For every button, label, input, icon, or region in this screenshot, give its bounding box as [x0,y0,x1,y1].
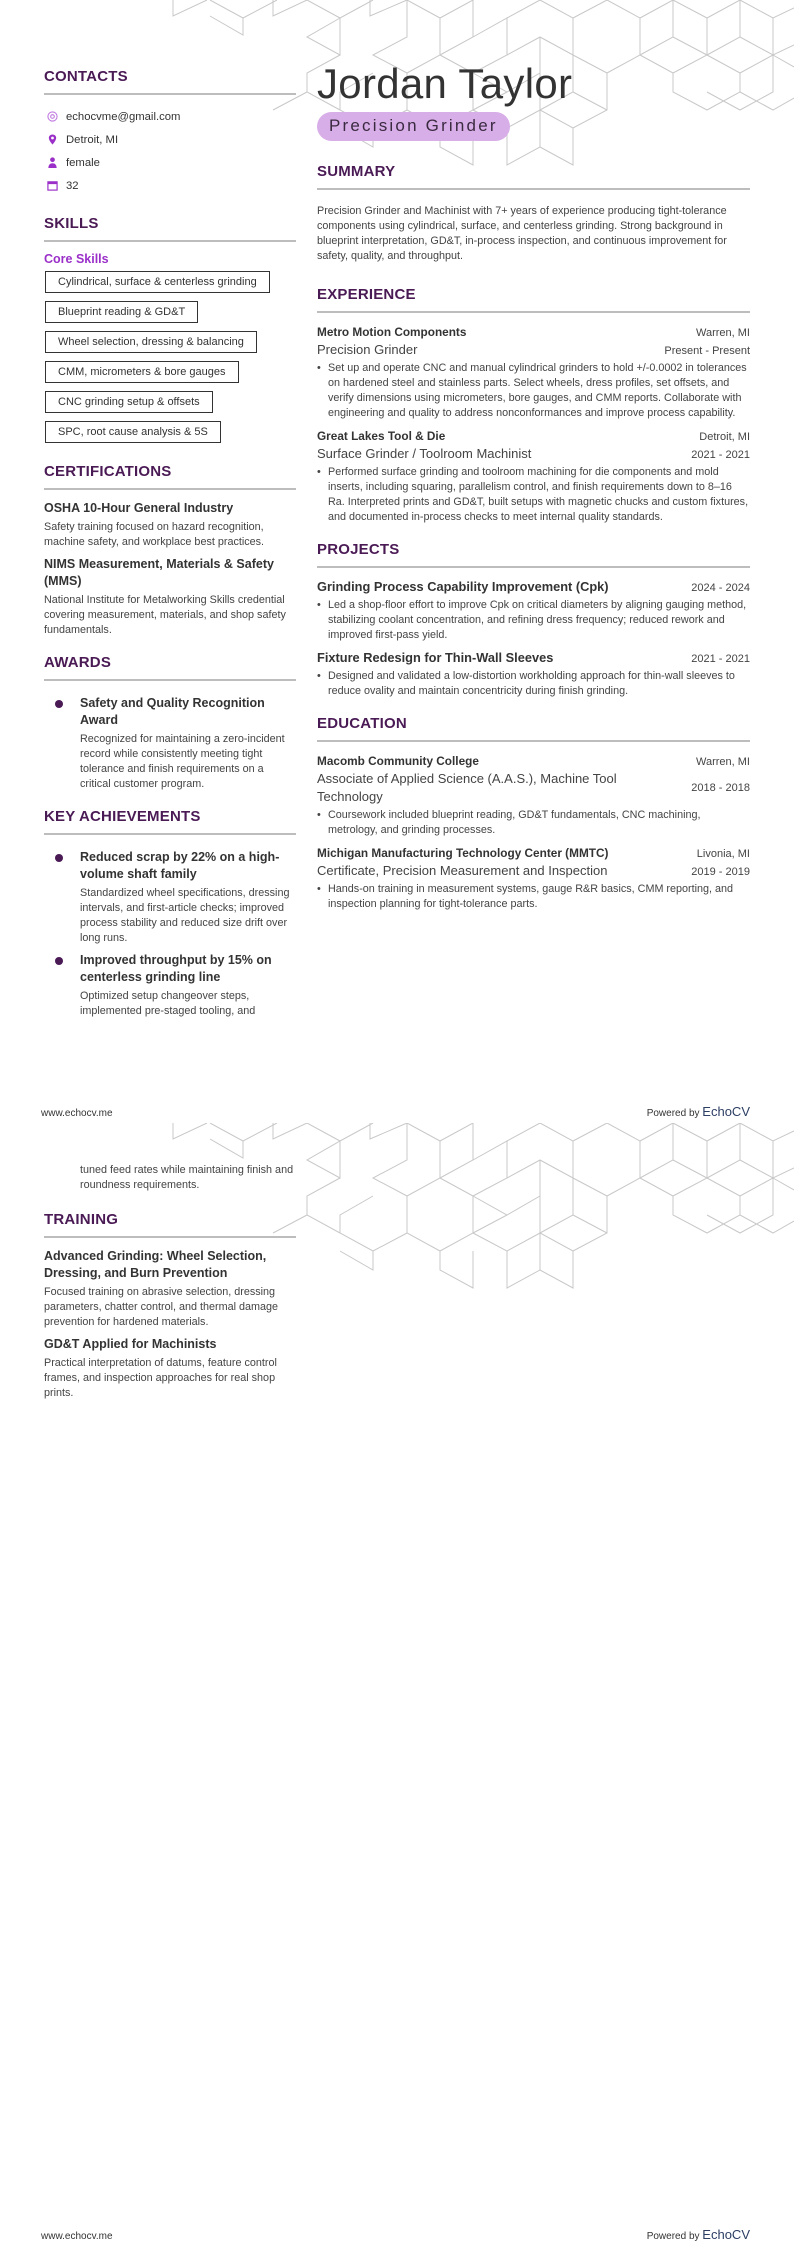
job-title: Precision Grinder [317,342,418,357]
skills-group-title: Core Skills [44,252,109,266]
contacts-section [44,68,296,197]
awards-section [44,654,296,792]
contact-gender [44,151,296,174]
achievement-desc: Standardized wheel specifications, dressing intervals, and first-article checks; improved process stability and reduced size drift over long runs. [80,887,290,944]
summary-section [317,163,750,264]
skill-tag: Wheel selection, dressing & balancing [45,331,257,353]
person-icon [46,157,58,169]
project-item [317,649,750,699]
section-title: SKILLS [44,215,296,242]
achievement-item-continued [44,1163,296,1193]
project-bullet: • Led a shop-floor effort to improve Cpk on critical diameters by aligning gauging method, stabilizing coolant concentration, and refining dress frequency; reduced rework and improved first-pass yield. [317,598,750,643]
bullet-dot-icon [55,854,63,862]
education-section [317,715,750,912]
project-item [317,578,750,643]
left-column [44,1163,296,1407]
job-title: Surface Grinder / Toolroom Machinist [317,446,532,461]
section-title: SUMMARY [317,163,750,190]
projects-section [317,541,750,699]
experience-item [317,427,750,525]
certification-item [44,500,296,550]
achievement-title: Reduced scrap by 22% on a high-volume shaft family [80,850,280,881]
education-item [317,752,750,838]
award-desc: Recognized for maintaining a zero-incident record while consistently meeting tight tolerance and finish requirements on a critical customer program. [80,733,285,790]
award-item [44,695,296,792]
achievement-item [44,849,296,946]
resume-page-2 [0,1123,794,2246]
section-title: CERTIFICATIONS [44,463,296,490]
section-title: AWARDS [44,654,296,681]
section-title: PROJECTS [317,541,750,568]
training-desc: Focused training on abrasive selection, dressing parameters, chatter control, and thermal damage prevention for hardened materials. [44,1286,279,1328]
skill-tag: SPC, root cause analysis & 5S [45,421,221,443]
summary-text: Precision Grinder and Machinist with 7+ years of experience producing tight-tolerance components using cylindrical, surface, and centerless grinding. Strong background in blueprint interpretation, GD&T, in-process inspection, and continuous improvement for safety, quality, and throughput. [317,205,727,262]
skill-tag: CMM, micrometers & bore gauges [45,361,239,383]
training-title: Advanced Grinding: Wheel Selection, Dressing, and Burn Prevention [44,1249,267,1280]
location-pin-icon [46,134,58,146]
school-name: Macomb Community College [317,754,479,768]
job-bullet: • Performed surface grinding and toolroom machining for die components and mold inserts, including squaring, parallelism control, and finish requirements down to 8–16 Ra. Interpreted prints and GD&T, built setups with magnetic chucks and custom fixtures, and documented in-process checks to meet internal quality standards. [317,465,750,525]
job-location: Warren, MI [696,327,750,339]
skill-tag: Blueprint reading & GD&T [45,301,198,323]
section-title: EXPERIENCE [317,286,750,313]
role-badge: Precision Grinder [317,112,510,141]
contact-value: female [66,156,100,169]
skill-tag: CNC grinding setup & offsets [45,391,213,413]
left-column [44,68,296,1025]
certifications-section [44,463,296,638]
bullet-dot-icon [55,957,63,965]
achievement-desc: Optimized setup changeover steps, implemented pre-staged tooling, and [80,990,256,1017]
skill-tag: Cylindrical, surface & centerless grinding [45,271,270,293]
project-title: Fixture Redesign for Thin-Wall Sleeves [317,650,554,665]
contact-age [44,174,296,197]
certification-title: OSHA 10-Hour General Industry [44,501,234,515]
contact-location [44,128,296,151]
calendar-icon [46,180,58,192]
project-dates: 2024 - 2024 [691,582,750,594]
school-location: Warren, MI [696,756,750,768]
project-bullet: • Designed and validated a low-distortion workholding approach for thin-wall sleeves to reduce ovality and maintain concentricity during finish grinding. [317,669,750,699]
right-column [317,60,750,918]
certification-desc: National Institute for Metalworking Skills credential covering measurement, materials, and shop safety fundamentals. [44,594,286,636]
training-item [44,1336,296,1401]
education-item [317,844,750,912]
project-dates: 2021 - 2021 [691,653,750,665]
achievements-section [44,808,296,1019]
school-location: Livonia, MI [696,848,750,860]
contact-value: echocvme@gmail.com [66,110,181,123]
at-icon [46,111,58,123]
training-item [44,1248,296,1330]
certification-title: NIMS Measurement, Materials & Safety (MMS) [44,557,274,588]
company-name: Great Lakes Tool & Die [317,429,446,443]
page-footer [41,2227,750,2242]
training-desc: Practical interpretation of datums, feature control frames, and inspection approaches for real shop prints. [44,1357,277,1399]
brand-name: EchoCV [702,1104,750,1119]
education-bullet: • Hands-on training in measurement systems, gauge R&R basics, CMM reporting, and inspection planning for tight-tolerance parts. [317,882,750,912]
page-footer [41,1104,750,1119]
powered-by: Powered by EchoCV [646,2227,750,2242]
section-title: CONTACTS [44,68,296,95]
skills-tag-list [44,271,296,451]
project-title: Grinding Process Capability Improvement (Cpk) [317,579,609,594]
section-title: KEY ACHIEVEMENTS [44,808,296,835]
experience-item [317,323,750,421]
section-title: EDUCATION [317,715,750,742]
education-dates: 2019 - 2019 [691,866,750,878]
achievement-desc: tuned feed rates while maintaining finish and roundness requirements. [80,1164,294,1191]
certification-desc: Safety training focused on hazard recognition, machine safety, and workplace best practices. [44,521,265,548]
section-title: TRAINING [44,1211,296,1238]
degree-title: Certificate, Precision Measurement and Inspection [317,863,608,878]
education-bullet: • Coursework included blueprint reading, GD&T fundamentals, CNC machining, metrology, and grinding processes. [317,808,750,838]
job-location: Detroit, MI [699,431,750,443]
degree-title: Associate of Applied Science (A.A.S.), Machine Tool Technology [317,771,617,804]
award-title: Safety and Quality Recognition Award [80,696,265,727]
achievement-title: Improved throughput by 15% on centerless grinding line [80,953,272,984]
bullet-dot-icon [55,700,63,708]
website-link[interactable]: www.echocv.me [41,2231,113,2242]
contact-email[interactable] [44,105,296,128]
education-dates: 2018 - 2018 [691,782,750,794]
candidate-name: Jordan Taylor [317,60,573,107]
skills-section [44,215,296,451]
job-dates: Present - Present [664,345,750,357]
school-name: Michigan Manufacturing Technology Center (MMTC) [317,846,609,860]
company-name: Metro Motion Components [317,325,467,339]
job-dates: 2021 - 2021 [691,449,750,461]
experience-section [317,286,750,525]
training-title: GD&T Applied for Machinists [44,1337,217,1351]
contact-value: Detroit, MI [66,133,119,146]
training-section [44,1211,296,1401]
achievement-item [44,952,296,1019]
website-link[interactable]: www.echocv.me [41,1108,113,1119]
certification-item [44,556,296,638]
powered-by: Powered by EchoCV [646,1104,750,1119]
brand-name: EchoCV [702,2227,750,2242]
job-bullet: • Set up and operate CNC and manual cylindrical grinders to hold +/-0.0002 in tolerances on hardened steel and stainless parts. Select wheels, dress profiles, set offsets, and verify dimensions using micrometers, bore gauges, and CMM reports. Collaborate with engineering and quality to address nonconformances and improve process capability. [317,361,750,421]
contact-value: 32 [66,179,79,192]
